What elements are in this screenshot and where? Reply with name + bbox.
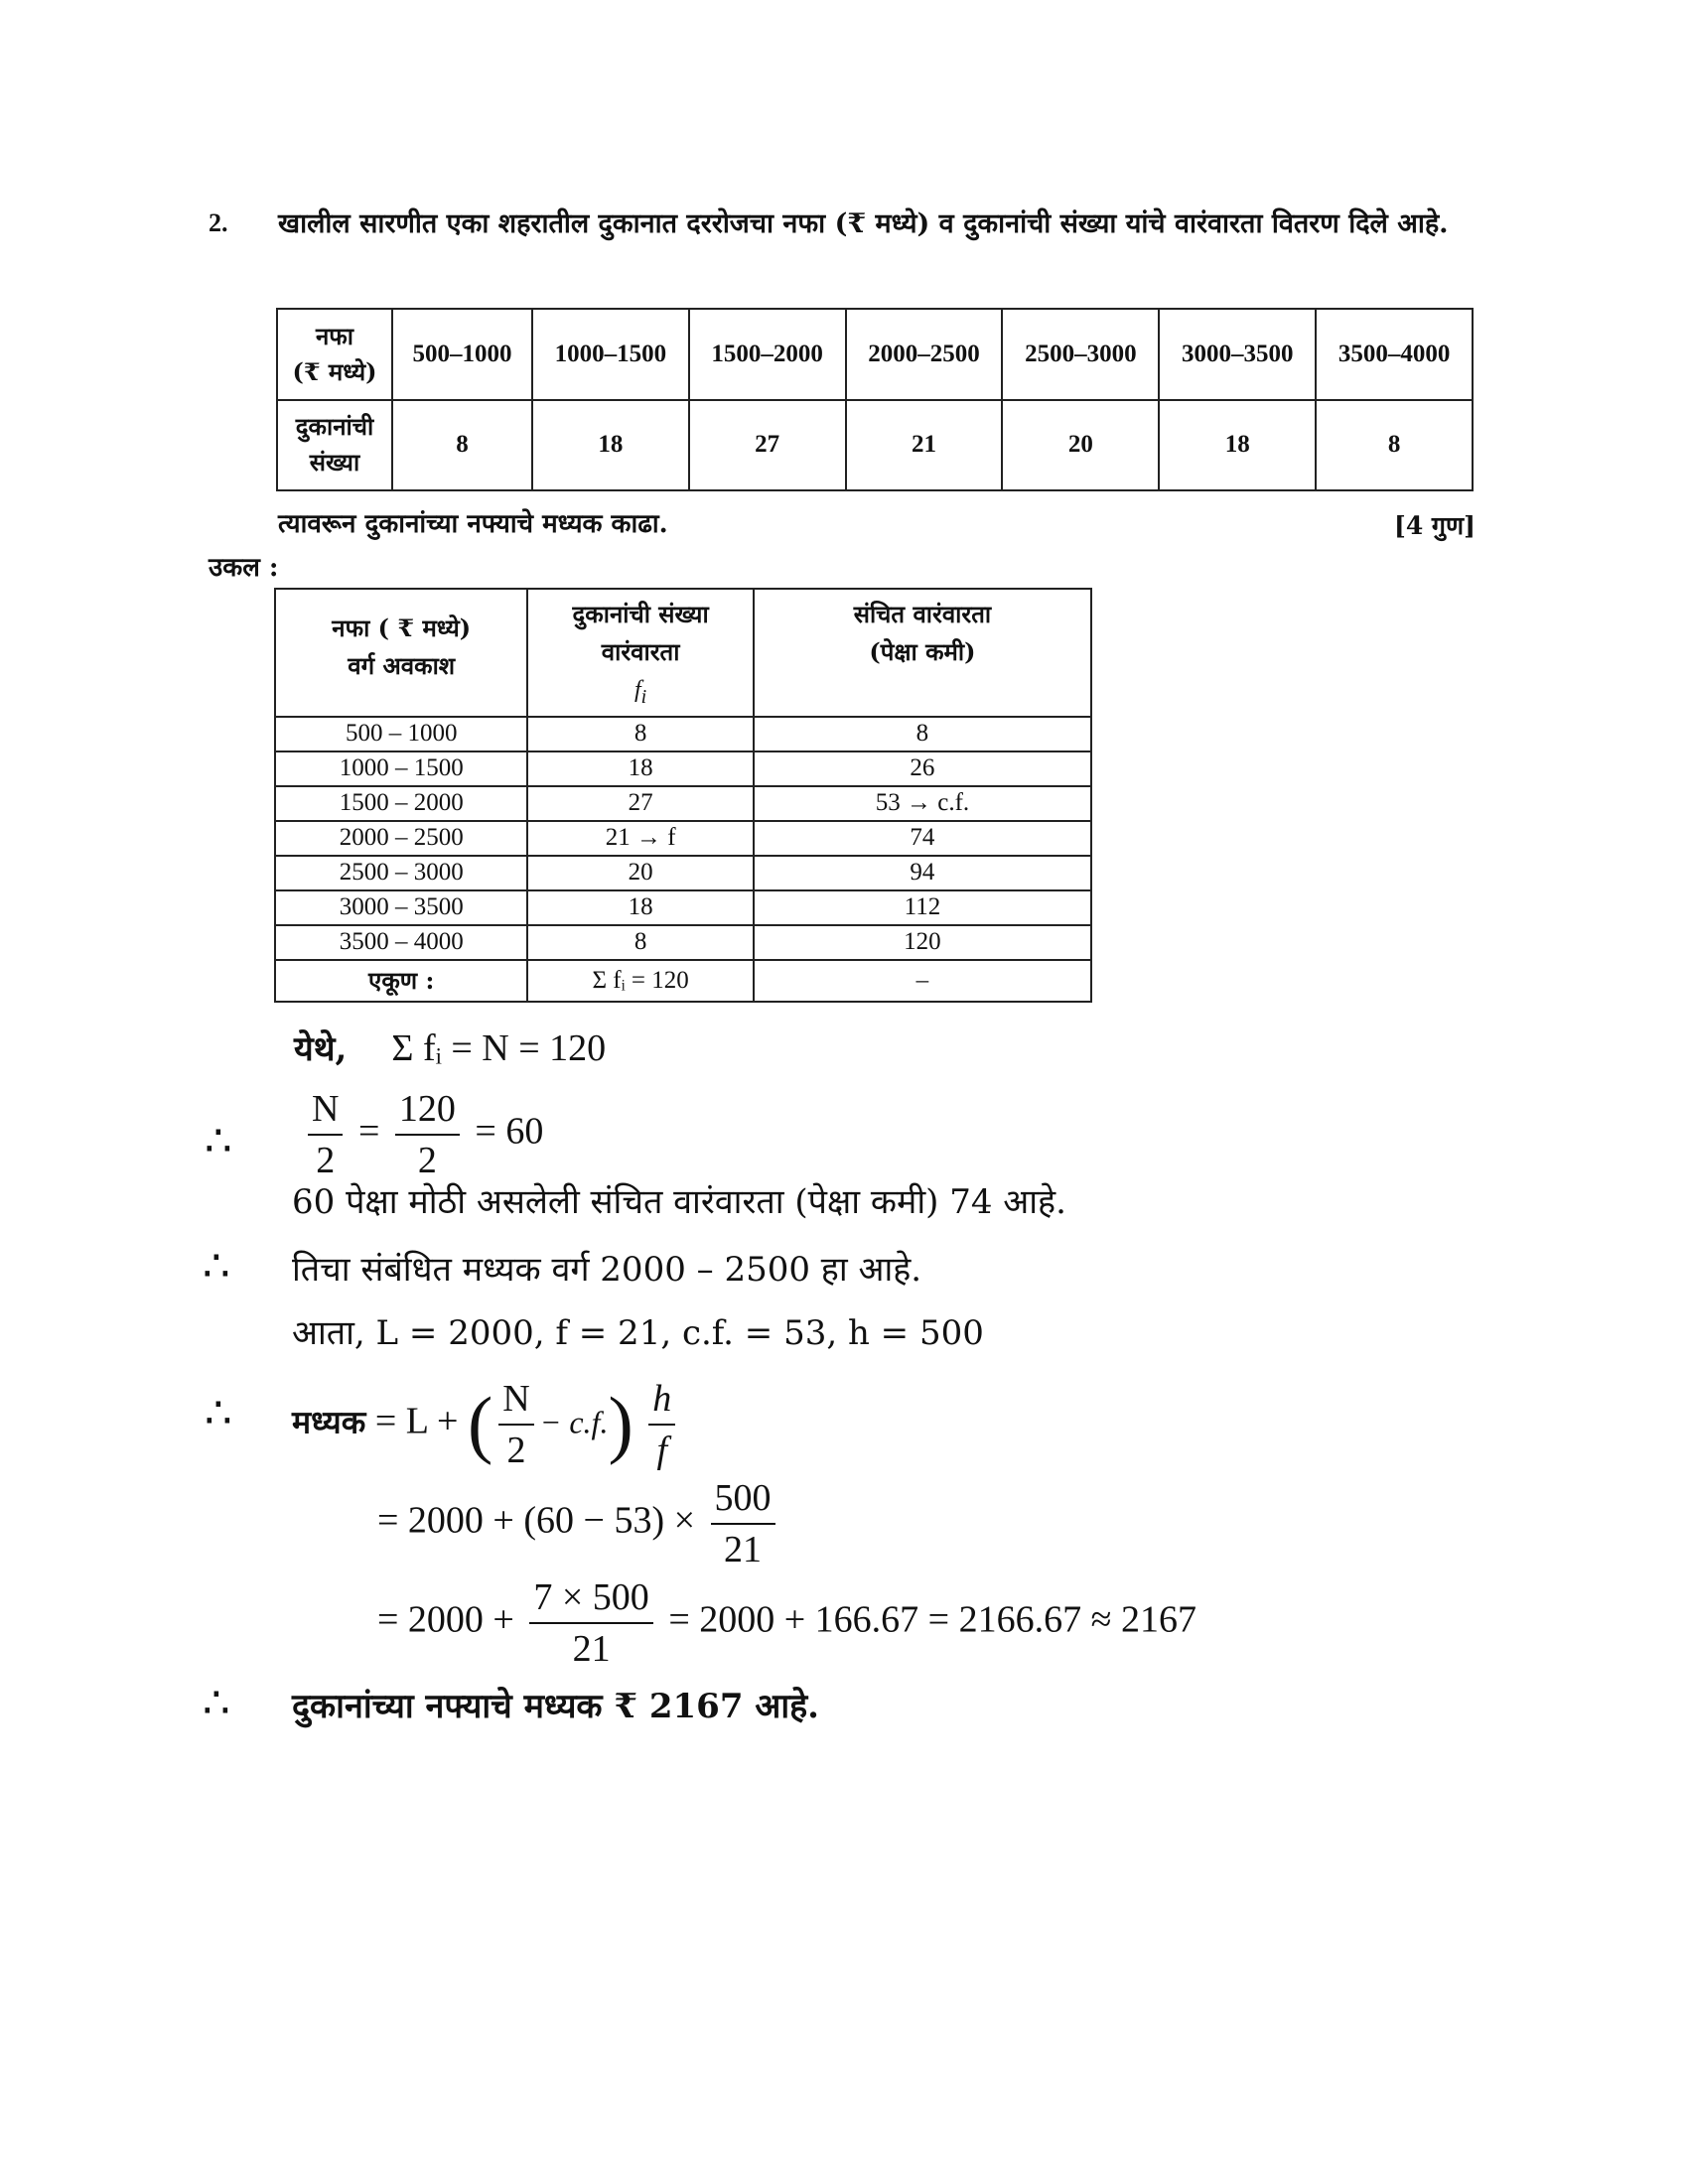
profit-header-label: नफा xyxy=(315,321,354,350)
line-median-class: तिचा संबंधित मध्यक वर्ग 2000 – 2500 हा आहे. xyxy=(292,1250,922,1290)
frequency-cell: 18 xyxy=(527,751,753,786)
solution-table-header xyxy=(275,589,1091,717)
count-cell: 21 xyxy=(846,400,1003,491)
table-row xyxy=(275,856,1091,890)
fraction-numerator: 120 xyxy=(395,1084,460,1136)
step-1 xyxy=(377,1473,781,1574)
class-cell: 2500 – 3000 xyxy=(275,856,527,890)
fraction-denominator: 21 xyxy=(572,1628,611,1670)
frequency-cell: 27 xyxy=(527,786,753,821)
class-cell: 2000–2500 xyxy=(846,309,1003,400)
col-class-header-line2: वर्ग अवकाश xyxy=(348,651,456,680)
fraction-denominator: 2 xyxy=(316,1140,336,1181)
cf-cell: 8 xyxy=(754,717,1091,751)
class-cell: 2000 – 2500 xyxy=(275,821,527,856)
class-cell: 3500–4000 xyxy=(1316,309,1473,400)
median-word: मध्यक xyxy=(292,1403,366,1441)
col-frequency-symbol: $f_i$ xyxy=(634,677,647,708)
table-row xyxy=(275,890,1091,925)
class-cell: 3000–3500 xyxy=(1159,309,1316,400)
profit-header-unit: (₹ मध्ये) xyxy=(292,356,377,386)
fraction-numerator: 7 × 500 xyxy=(529,1572,652,1624)
table-row xyxy=(275,821,1091,856)
fraction-7x500-21 xyxy=(529,1572,652,1674)
col-class-header-line1: नफा ( ₹ मध्ये) xyxy=(332,614,472,642)
col-cumulative-header-line2: (पेक्षा कमी) xyxy=(869,637,976,666)
line-here xyxy=(294,1024,606,1070)
count-cell: 20 xyxy=(1002,400,1159,491)
table-row xyxy=(275,751,1091,786)
step-2-expression-a: = 2000 + xyxy=(377,1598,514,1641)
total-frequency: Σ fᵢ = 120 xyxy=(527,960,753,1002)
here-word: येथे, xyxy=(294,1029,348,1069)
fraction-n-2 xyxy=(308,1084,343,1185)
class-cell: 1000–1500 xyxy=(532,309,689,400)
total-cf: – xyxy=(754,960,1091,1002)
question-instruction: त्यावरून दुकानांच्या नफ्याचे मध्यक काढा. xyxy=(278,509,668,539)
step-1-expression: = 2000 + (60 − 53) × xyxy=(377,1499,696,1542)
col-frequency-header-line2: वारंवारता xyxy=(601,637,680,666)
table-row xyxy=(275,925,1091,960)
col-cumulative-header xyxy=(754,589,1091,717)
cf-cell: 94 xyxy=(754,856,1091,890)
profit-header-cell xyxy=(277,309,392,400)
frequency-cell: 18 xyxy=(527,890,753,925)
fraction-denominator: 2 xyxy=(506,1430,526,1471)
median-formula xyxy=(292,1374,681,1475)
step-2-expression-b: = 2000 + 166.67 = 2166.67 ≈ 2167 xyxy=(668,1598,1196,1641)
therefore-symbol: ∴ xyxy=(203,1241,230,1292)
class-cell: 1000 – 1500 xyxy=(275,751,527,786)
fraction-numerator: N xyxy=(308,1084,343,1136)
fraction-120-2 xyxy=(395,1084,460,1185)
cf-cell: 53 → c.f. xyxy=(754,786,1091,821)
col-frequency-header-line1: दुकानांची संख्या xyxy=(572,600,709,628)
col-cumulative-header-line1: संचित वारंवारता xyxy=(853,600,992,628)
fraction-numerator: N xyxy=(498,1374,533,1426)
frequency-cell: 8 xyxy=(527,717,753,751)
formula-lhs: = L + xyxy=(374,1400,459,1442)
class-cell: 3500 – 4000 xyxy=(275,925,527,960)
cf-cell: 74 xyxy=(754,821,1091,856)
col-class-header xyxy=(275,589,527,717)
shops-header-cell xyxy=(277,400,392,491)
col-frequency-header xyxy=(527,589,753,717)
solution-table xyxy=(274,588,1092,1003)
equals-sign: = xyxy=(357,1110,380,1153)
count-cell: 8 xyxy=(392,400,532,491)
result-60: = 60 xyxy=(475,1110,544,1153)
frequency-cell: 20 xyxy=(527,856,753,890)
cf-cell: 26 xyxy=(754,751,1091,786)
fraction-n-2 xyxy=(498,1374,533,1475)
frequency-cell: 8 xyxy=(527,925,753,960)
fraction-denominator: f xyxy=(656,1430,668,1471)
therefore-symbol: ∴ xyxy=(205,1388,232,1438)
frequency-cell: 21 → f xyxy=(527,821,753,856)
class-cell: 3000 – 3500 xyxy=(275,890,527,925)
class-cell: 1500 – 2000 xyxy=(275,786,527,821)
open-paren: ( xyxy=(467,1382,493,1466)
fraction-denominator: 2 xyxy=(417,1140,437,1181)
step-2 xyxy=(377,1572,1196,1674)
count-cell: 27 xyxy=(689,400,846,491)
therefore-symbol: ∴ xyxy=(205,1116,232,1166)
question-number: 2. xyxy=(209,208,228,237)
marks-label: [4 गुण] xyxy=(1394,511,1476,540)
cf-term: − c.f. xyxy=(539,1404,609,1440)
fraction-h-f xyxy=(648,1374,675,1475)
therefore-symbol: ∴ xyxy=(203,1678,230,1728)
shops-header-label-2: संख्या xyxy=(309,448,360,478)
cf-cell: 112 xyxy=(754,890,1091,925)
class-cell: 500 – 1000 xyxy=(275,717,527,751)
count-cell: 18 xyxy=(1159,400,1316,491)
table-row xyxy=(275,786,1091,821)
total-label: एकूण : xyxy=(275,960,527,1002)
question-table-row-profit xyxy=(277,309,1473,400)
fraction-500-21 xyxy=(711,1473,775,1574)
line-greater-than-60: 60 पेक्षा मोठी असलेली संचित वारंवारता (पेक्षा कमी) 74 आहे. xyxy=(292,1182,1066,1222)
class-cell: 500–1000 xyxy=(392,309,532,400)
fraction-numerator: h xyxy=(648,1374,675,1426)
cf-cell: 120 xyxy=(754,925,1091,960)
question-table-row-shops xyxy=(277,400,1473,491)
sum-equation: Σ fᵢ = N = 120 xyxy=(391,1027,607,1069)
question-table xyxy=(276,308,1474,491)
count-cell: 18 xyxy=(532,400,689,491)
conclusion: दुकानांच्या नफ्याचे मध्यक ₹ 2167 आहे. xyxy=(292,1687,819,1726)
solution-label: उकल : xyxy=(209,553,279,583)
fraction-denominator: 21 xyxy=(724,1529,763,1570)
question-text: खालील सारणीत एका शहरातील दुकानात दररोजचा नफा (₹ मध्ये) व दुकानांची संख्या यांचे वारंवारता वितरण दिले आहे. xyxy=(278,208,1449,239)
class-cell: 2500–3000 xyxy=(1002,309,1159,400)
class-cell: 1500–2000 xyxy=(689,309,846,400)
fraction-numerator: 500 xyxy=(711,1473,775,1525)
total-row xyxy=(275,960,1091,1002)
shops-header-label: दुकानांची xyxy=(295,412,374,442)
n-over-2-line xyxy=(302,1084,543,1185)
count-cell: 8 xyxy=(1316,400,1473,491)
line-values: आता, L = 2000, f = 21, c.f. = 53, h = 500 xyxy=(292,1313,984,1353)
table-row xyxy=(275,717,1091,751)
close-paren: ) xyxy=(608,1382,633,1466)
